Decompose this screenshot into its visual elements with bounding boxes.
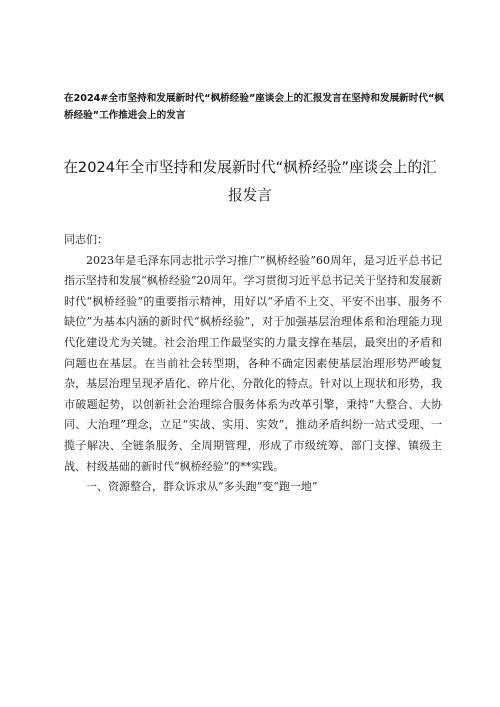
document-title: 在2024年全市坚持和发展新时代“枫桥经验”座谈会上的汇报发言	[63, 159, 437, 204]
document-body	[64, 230, 442, 498]
section-heading-1: 一、资源整合，群众诉求从“多头跑”变“跑一地”	[86, 480, 318, 494]
document-header: 在2024#全市坚持和发展新时代“枫桥经验”座谈会上的汇报发言在坚持和发展新时代“枫桥经验”工作推进会上的发言	[64, 93, 444, 121]
salutation: 同志们：	[64, 233, 108, 246]
paragraph-intro: 2023年是毛泽东同志批示学习推广“枫桥经验”60周年，是习近平总书记指示坚持和发展“枫桥经验”20周年。学习贯彻习近平总书记关于坚持和发展新时代“枫桥经验”的重要指示精神，用好以“矛盾不上交、平安不出事、服务不缺位”为基本内涵的新时代“枫桥经验”，对于加强基层治理体系和治理能力现代化建设尤为关键。社会治理工作最坚实的力量支撑在基层，最突出的矛盾和问题也在基层。在当前社会转型期，各种不确定因素使基层治理形势严峻复杂，基层治理呈现矛盾化、碎片化、分散化的特点。针对以上现状和形势，我市破题起势，以创新社会治理综合服务体系为改革引擎，秉持“大整合、大协同、大治理”理念，立足“实战、实用、实效”，推动矛盾纠纷一站式受理、一揽子解决、全链条服务、全周期管理，形成了市级统筹、部门支撑、镇级主战、村级基础的新时代“枫桥经验”的**实践。	[64, 253, 442, 473]
